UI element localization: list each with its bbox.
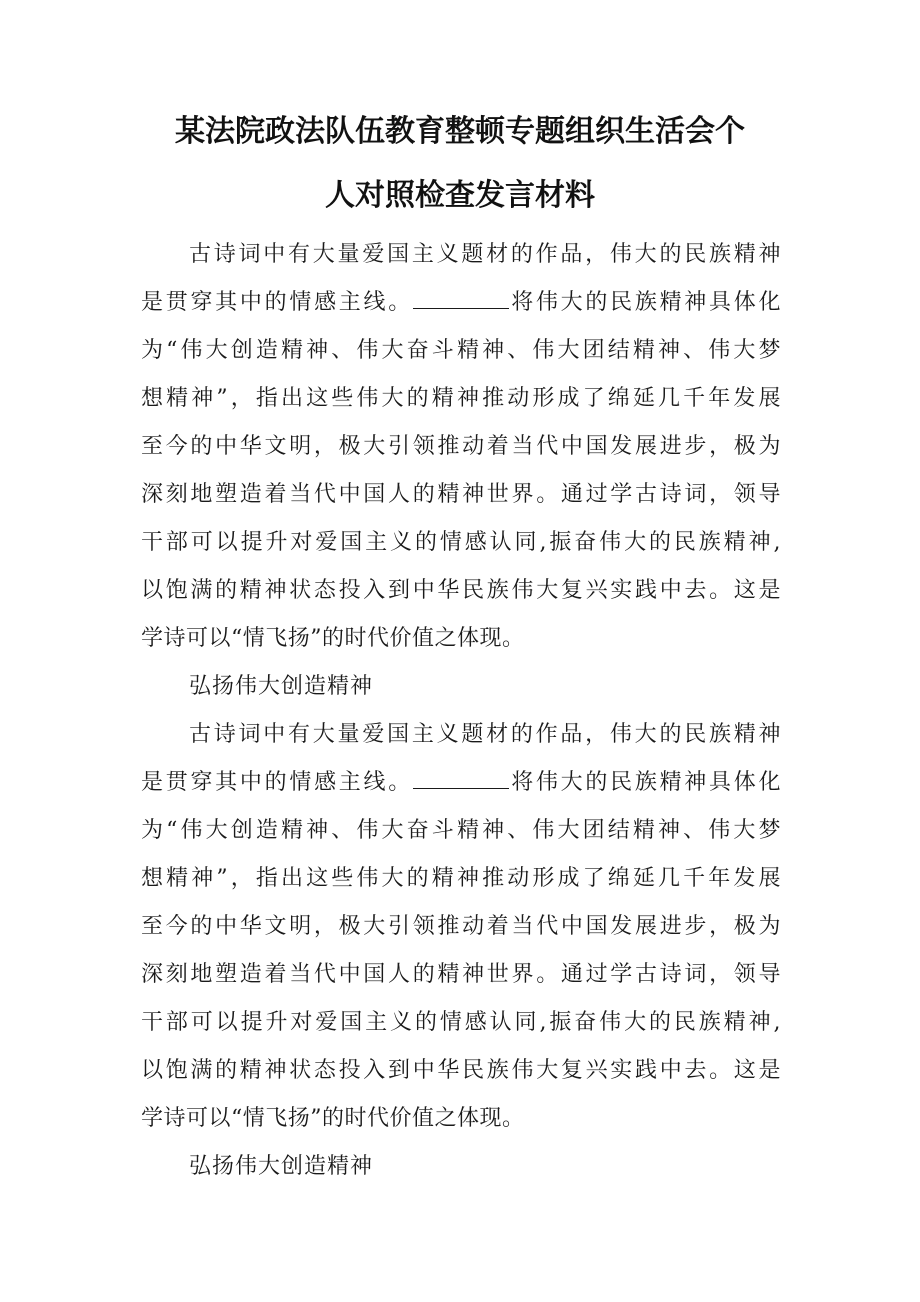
- paragraph-text: 是贯穿其中的情感主线。: [141, 770, 413, 795]
- paragraph-line: 为“伟大创造精神、伟大奋斗精神、伟大团结精神、伟大梦: [141, 338, 781, 363]
- paragraph-line: 至今的中华文明，极大引领推动着当代中国发展进步，极为: [141, 914, 781, 939]
- paragraph-text: 将伟大的民族精神具体化: [509, 770, 781, 795]
- paragraph-line: 至今的中华文明，极大引领推动着当代中国发展进步，极为: [141, 434, 781, 459]
- paragraph-line: 干部可以提升对爱国主义的情感认同,振奋伟大的民族精神,: [141, 530, 781, 555]
- section-heading: 弘扬伟大创造精神: [189, 1154, 374, 1179]
- paragraph-text: 是贯穿其中的情感主线。: [141, 290, 413, 315]
- paragraph-line: [141, 289, 781, 317]
- paragraph-line: 学诗可以“情飞扬”的时代价值之体现。: [141, 1106, 525, 1131]
- paragraph-line: 想精神”，指出这些伟大的精神推动形成了绵延几千年发展: [141, 866, 781, 891]
- paragraph-line: 深刻地塑造着当代中国人的精神世界。通过学古诗词，领导: [141, 482, 781, 507]
- paragraph-line: [141, 769, 781, 797]
- paragraph-line: 学诗可以“情飞扬”的时代价值之体现。: [141, 626, 525, 651]
- fill-in-blank: [413, 290, 509, 309]
- paragraph-line: 干部可以提升对爱国主义的情感认同,振奋伟大的民族精神,: [141, 1010, 781, 1035]
- paragraph-text: 将伟大的民族精神具体化: [509, 290, 781, 315]
- document-title-line-2: 人对照检查发言材料: [325, 178, 595, 213]
- paragraph-line: 古诗词中有大量爱国主义题材的作品，伟大的民族精神: [189, 722, 781, 747]
- paragraph-line: 深刻地塑造着当代中国人的精神世界。通过学古诗词，领导: [141, 962, 781, 987]
- paragraph-line: 古诗词中有大量爱国主义题材的作品，伟大的民族精神: [189, 242, 781, 267]
- section-heading: 弘扬伟大创造精神: [189, 674, 374, 699]
- paragraph-line: 为“伟大创造精神、伟大奋斗精神、伟大团结精神、伟大梦: [141, 818, 781, 843]
- fill-in-blank: [413, 770, 509, 789]
- paragraph-line: 想精神”，指出这些伟大的精神推动形成了绵延几千年发展: [141, 386, 781, 411]
- paragraph-line: 以饱满的精神状态投入到中华民族伟大复兴实践中去。这是: [141, 578, 781, 603]
- paragraph-line: 以饱满的精神状态投入到中华民族伟大复兴实践中去。这是: [141, 1058, 781, 1083]
- document-title-line-1: 某法院政法队伍教育整顿专题组织生活会个: [175, 114, 745, 149]
